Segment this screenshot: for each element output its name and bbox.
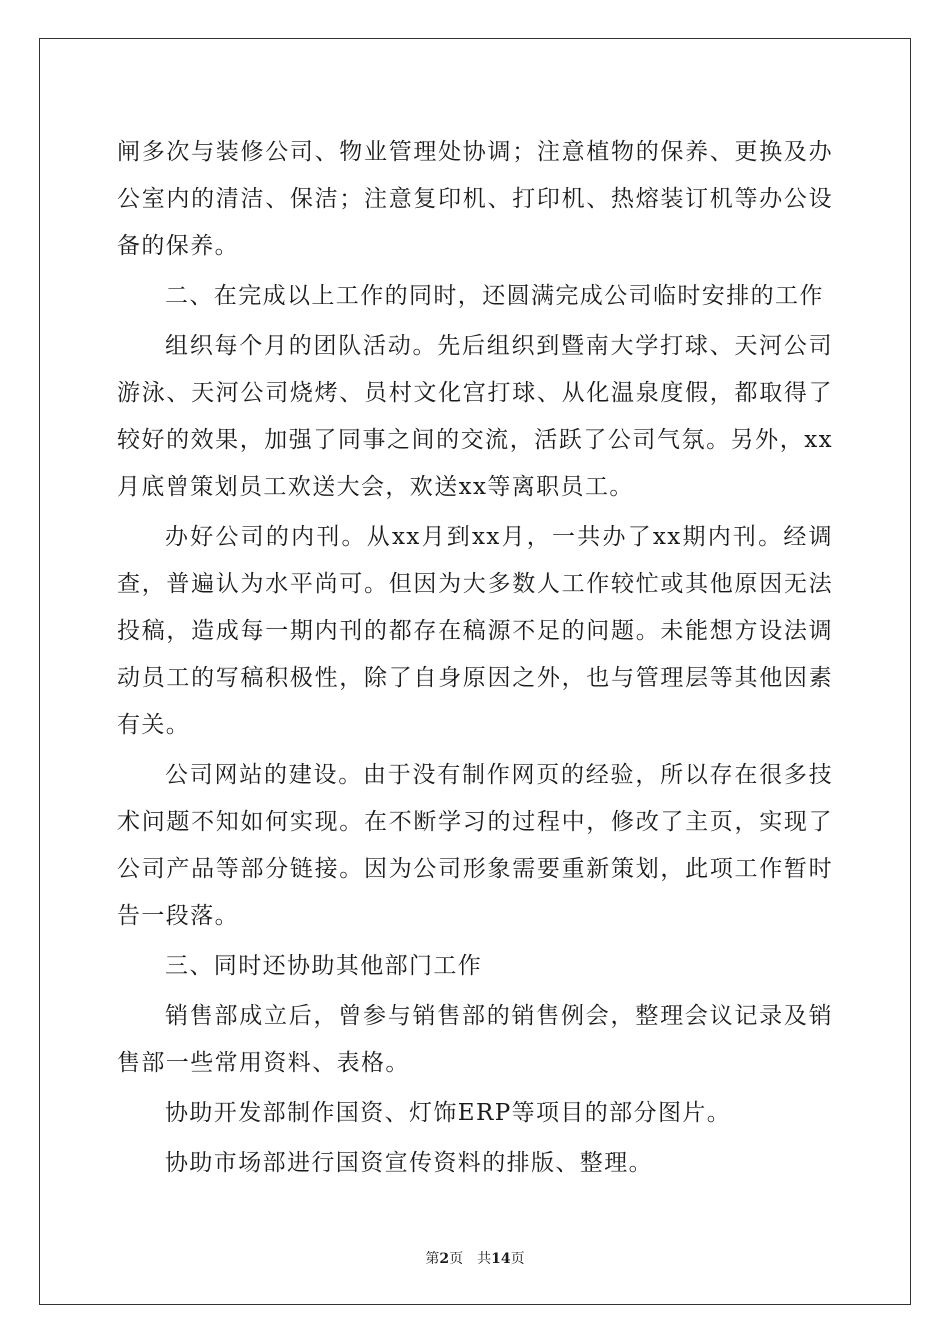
total-prefix: 共: [477, 1251, 492, 1267]
paragraph-marketing: 协助市场部进行国资宣传资料的排版、整理。: [165, 1150, 653, 1176]
paragraph-internal-magazine: 办好公司的内刊。从xx月到xx月，一共办了xx期内刊。经调查，普遍认为水平尚可。但因为大多数人工作较忙或其他原因无法投稿，造成每一期内刊的都存在稿源不足的问题。未能想方设法调动员工的写稿积极性，除了自身原因之外，也与管理层等其他因素有关。: [117, 524, 833, 738]
page-suffix: 页: [449, 1251, 464, 1267]
document-body: [117, 129, 833, 1190]
section-heading-3: 三、同时还协助其他部门工作: [165, 953, 483, 979]
paragraph-sales: 销售部成立后，曾参与销售部的销售例会，整理会议记录及销售部一些常用资料、表格。: [117, 1003, 833, 1076]
section-heading-2: 二、在完成以上工作的同时，还圆满完成公司临时安排的工作: [165, 283, 824, 309]
page-prefix: 第: [425, 1251, 440, 1267]
paragraph-website: 公司网站的建设。由于没有制作网页的经验，所以存在很多技术问题不知如何实现。在不断学习的过程中，修改了主页，实现了公司产品等部分链接。因为公司形象需要重新策划，此项工作暂时告一段落。: [117, 762, 833, 929]
paragraph-1: 闸多次与装修公司、物业管理处协调；注意植物的保养、更换及办公室内的清洁、保洁；注意复印机、打印机、热熔装订机等办公设备的保养。: [117, 139, 833, 259]
page-total: 14: [491, 1251, 511, 1267]
total-suffix: 页: [510, 1251, 525, 1267]
page-current: 2: [439, 1251, 450, 1267]
page-footer: [0, 1248, 950, 1268]
paragraph-team-activities: 组织每个月的团队活动。先后组织到暨南大学打球、天河公司游泳、天河公司烧烤、员村文化宫打球、从化温泉度假，都取得了较好的效果，加强了同事之间的交流，活跃了公司气氛。另外，xx月底曾策划员工欢送大会，欢送xx等离职员工。: [117, 333, 833, 500]
paragraph-development: 协助开发部制作国资、灯饰ERP等项目的部分图片。: [165, 1100, 732, 1126]
